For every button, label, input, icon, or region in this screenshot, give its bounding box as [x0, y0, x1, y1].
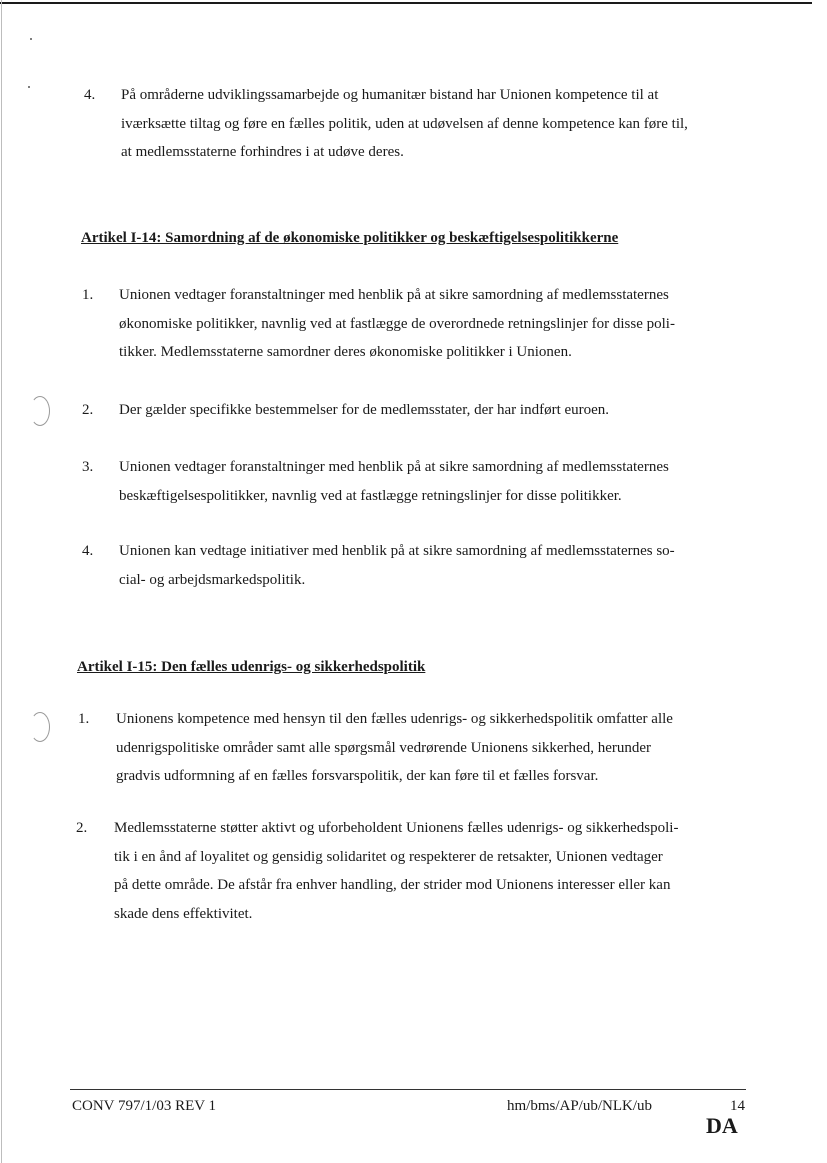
text-line: Unionen kan vedtage initiativer med henblik på at sikre samordning af medlemsstaternes so- — [119, 543, 675, 559]
text-line: skade dens effektivitet. — [114, 905, 253, 922]
paragraph-number: 4. — [84, 87, 96, 103]
paragraph-number: 3. — [82, 459, 94, 475]
text-line: På områderne udviklingssamarbejde og humanitær bistand har Unionen kompetence til at — [121, 87, 659, 103]
punch-hole-mark — [30, 396, 50, 426]
text-line: Unionen vedtager foranstaltninger med henblik på at sikre samordning af medlemsstaternes — [119, 287, 669, 303]
text-line: tik i en ånd af loyalitet og gensidig solidaritet og respekterer de retsakter, Unionen vedtager — [114, 848, 663, 865]
scan-speck — [30, 38, 32, 40]
paragraph-number: 1. — [78, 711, 90, 727]
footer-initials: hm/bms/AP/ub/NLK/ub — [507, 1098, 653, 1114]
paragraph-number: 4. — [82, 543, 94, 559]
text-line: beskæftigelsespolitikker, navnlig ved at fastlægge retningslinjer for disse politikker. — [119, 487, 622, 504]
article-heading: Artikel I-15: Den fælles udenrigs- og sikkerhedspolitik — [77, 659, 426, 675]
text-line: at medlemsstaterne forhindres i at udøve deres. — [121, 144, 404, 160]
text-line: økonomiske politikker, navnlig ved at fastlægge de overordnede retningslinjer for disse poli- — [119, 315, 675, 332]
text-line: cial- og arbejdsmarkedspolitik. — [119, 571, 306, 588]
scan-speck — [28, 86, 30, 88]
paragraph-text — [114, 814, 678, 928]
text-line: Unionen vedtager foranstaltninger med henblik på at sikre samordning af medlemsstaternes — [119, 459, 669, 475]
paragraph-text — [121, 81, 688, 167]
footer-page-number: 14 — [730, 1098, 745, 1114]
paragraph-text — [116, 705, 673, 791]
text-line: på dette område. De afstår fra enhver handling, der strider mod Unionens interesser eller kan — [114, 877, 671, 893]
paragraph-text — [119, 537, 675, 594]
paragraph-text — [119, 396, 609, 425]
text-line: Der gælder specifikke bestemmelser for de medlemsstater, der har indført euroen. — [119, 402, 610, 418]
text-line: iværksætte tiltag og føre en fælles politik, uden at udøvelsen af denne kompetence kan føre til, — [121, 115, 688, 132]
article-heading: Artikel I-14: Samordning af de økonomiske politikker og beskæftigelsespolitikkerne — [81, 230, 619, 246]
text-line: Medlemsstaterne støtter aktivt og uforbeholdent Unionens fælles udenrigs- og sikkerhedspoli- — [114, 820, 679, 836]
text-line: gradvis udformning af en fælles forsvarspolitik, der kan føre til et fælles forsvar. — [116, 768, 599, 784]
footer-language-code: DA — [706, 1113, 738, 1138]
footer-doc-ref: CONV 797/1/03 REV 1 — [72, 1098, 217, 1114]
paragraph-text — [119, 453, 669, 510]
paragraph-number: 1. — [82, 287, 94, 303]
paragraph-text — [119, 281, 675, 367]
paragraph-number: 2. — [82, 402, 94, 418]
text-line: tikker. Medlemsstaterne samordner deres økonomiske politikker i Unionen. — [119, 344, 572, 360]
scan-left-edge — [1, 0, 2, 1163]
scan-top-edge — [0, 2, 812, 4]
footer-rule — [70, 1089, 746, 1090]
text-line: Unionens kompetence med hensyn til den fælles udenrigs- og sikkerhedspolitik omfatter alle — [116, 711, 673, 727]
punch-hole-mark — [30, 712, 50, 742]
paragraph-number: 2. — [76, 820, 88, 836]
text-line: udenrigspolitiske områder samt alle spørgsmål vedrørende Unionens sikkerhed, herunder — [116, 739, 651, 756]
